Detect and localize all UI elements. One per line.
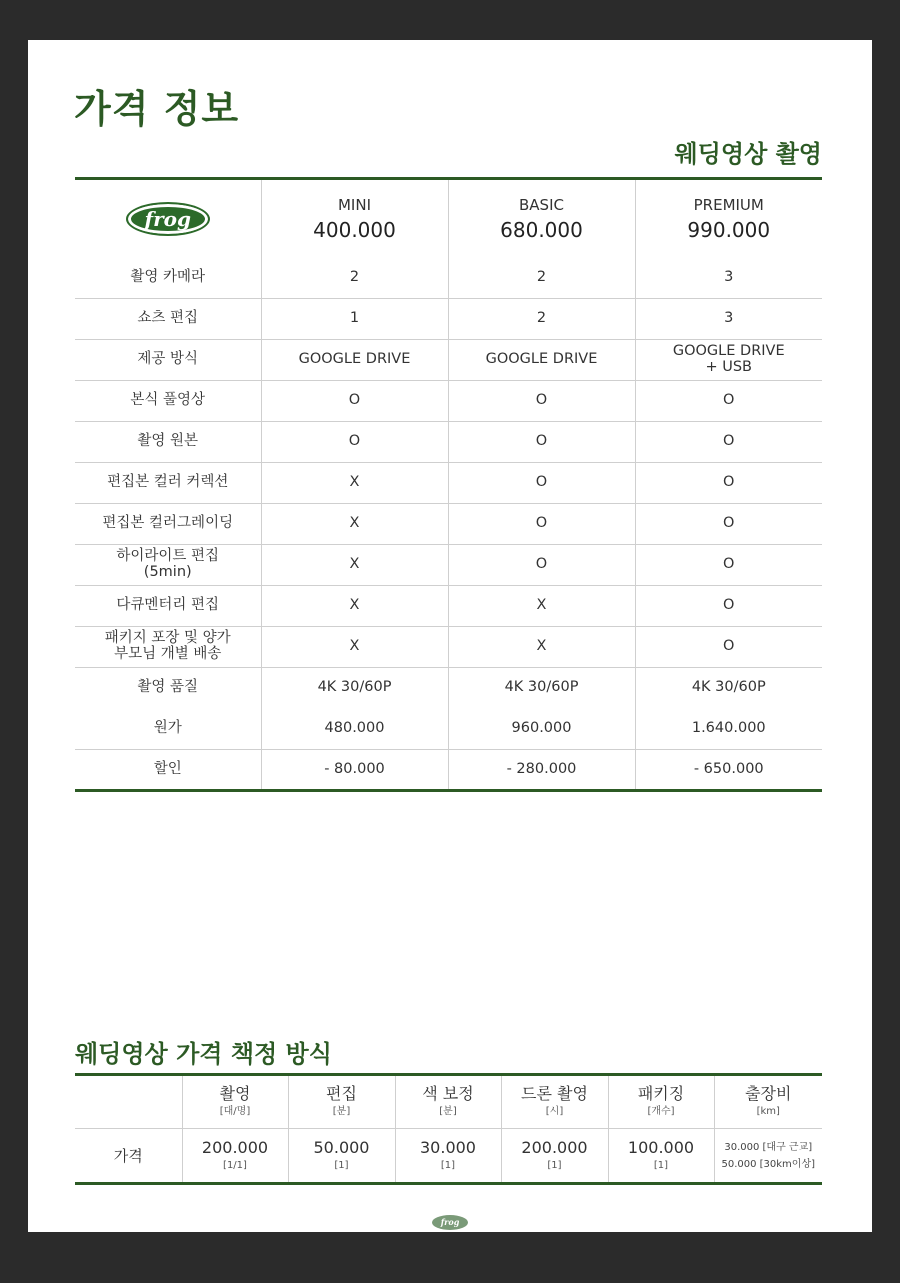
plan-name: MINI xyxy=(337,195,371,214)
feature-value: 2 xyxy=(261,258,448,299)
plan-name: PREMIUM xyxy=(693,195,764,214)
pricing-basis: [1] xyxy=(334,1159,349,1171)
pricing-value: 50.000 xyxy=(313,1137,370,1157)
pricing-item-name: 편집 xyxy=(326,1084,357,1103)
pricing-column-header xyxy=(395,1075,501,1129)
feature-value: O xyxy=(635,545,822,586)
feature-label: 하이라이트 편집 (5min) xyxy=(75,545,261,586)
summary-value: - 650.000 xyxy=(635,750,822,791)
plan-mini xyxy=(261,179,448,258)
pricing-method-table xyxy=(75,1073,822,1185)
feature-label: 패키지 포장 및 양가 부모님 개별 배송 xyxy=(75,627,261,668)
feature-row xyxy=(75,668,822,709)
plan-basic xyxy=(448,179,635,258)
plan-premium xyxy=(635,179,822,258)
feature-row xyxy=(75,627,822,668)
feature-value: O xyxy=(448,545,635,586)
feature-value: O xyxy=(448,422,635,463)
feature-row xyxy=(75,504,822,545)
feature-row xyxy=(75,586,822,627)
pricing-value-cell xyxy=(608,1129,714,1184)
feature-value: GOOGLE DRIVE xyxy=(261,340,448,381)
plan-price: 680.000 xyxy=(500,218,583,242)
pricing-column-header xyxy=(501,1075,608,1129)
feature-value: 3 xyxy=(635,258,822,299)
summary-value: 480.000 xyxy=(261,709,448,750)
feature-value: X xyxy=(261,463,448,504)
pricing-column-header xyxy=(288,1075,395,1129)
pricing-basis: [1] xyxy=(547,1159,562,1171)
feature-row xyxy=(75,299,822,340)
logo-cell xyxy=(75,179,261,258)
feature-label: 제공 방식 xyxy=(75,340,261,381)
feature-row xyxy=(75,258,822,299)
feature-value: O xyxy=(448,381,635,422)
pricing-value: 30.000 xyxy=(420,1137,476,1157)
pricing-item-name: 색 보정 xyxy=(422,1084,474,1103)
feature-value: O xyxy=(261,422,448,463)
feature-value: 3 xyxy=(635,299,822,340)
feature-value: O xyxy=(635,586,822,627)
pricing-column-header xyxy=(714,1075,822,1129)
feature-label: 촬영 원본 xyxy=(75,422,261,463)
pricing-basis: [1] xyxy=(440,1159,456,1171)
pricing-header-row xyxy=(75,1075,822,1129)
feature-value: O xyxy=(448,504,635,545)
pricing-value-row xyxy=(75,1129,822,1184)
feature-value: X xyxy=(448,586,635,627)
plan-header-row xyxy=(75,179,822,258)
plan-comparison-table xyxy=(75,177,822,792)
feature-row xyxy=(75,545,822,586)
empty-header-cell xyxy=(75,1075,182,1129)
pricing-item-unit: [분] xyxy=(332,1106,351,1117)
feature-value: O xyxy=(635,463,822,504)
pricing-value-line: 30.000 [대구 근교] xyxy=(724,1141,813,1153)
feature-label: 촬영 품질 xyxy=(75,668,261,709)
pricing-value: 200.000 xyxy=(201,1137,269,1157)
feature-value: 2 xyxy=(448,258,635,299)
pricing-value-cell xyxy=(395,1129,501,1184)
pricing-item-name: 패키징 xyxy=(637,1084,685,1103)
pricing-basis: [1/1] xyxy=(223,1159,247,1171)
feature-row xyxy=(75,340,822,381)
footer-frog-logo: frog xyxy=(432,1215,468,1230)
feature-value: X xyxy=(448,627,635,668)
price-sheet xyxy=(28,40,872,1232)
pricing-item-unit: [분] xyxy=(439,1106,457,1117)
pricing-item-unit: [시] xyxy=(545,1106,564,1117)
feature-value: 2 xyxy=(448,299,635,340)
pricing-item-name: 출장비 xyxy=(745,1084,792,1103)
summary-value: 1.640.000 xyxy=(635,709,822,750)
feature-value: O xyxy=(635,381,822,422)
feature-label: 편집본 컬러 커렉션 xyxy=(75,463,261,504)
pricing-method-title: 웨딩영상 가격 책정 방식 xyxy=(75,1040,332,1068)
feature-value: O xyxy=(261,381,448,422)
feature-label: 쇼츠 편집 xyxy=(75,299,261,340)
pricing-column-header xyxy=(182,1075,288,1129)
pricing-value: 200.000 xyxy=(521,1137,588,1157)
frog-logo: frog xyxy=(126,202,210,236)
feature-row xyxy=(75,463,822,504)
pricing-item-unit: [개수] xyxy=(647,1106,675,1117)
summary-value: - 280.000 xyxy=(448,750,635,791)
summary-label: 할인 xyxy=(75,750,261,791)
pricing-value-line: 50.000 [30km이상] xyxy=(721,1158,816,1170)
feature-value: 4K 30/60P xyxy=(448,668,635,709)
section-subtitle: 웨딩영상 촬영 xyxy=(674,140,822,168)
summary-label: 원가 xyxy=(75,709,261,750)
feature-label: 본식 풀영상 xyxy=(75,381,261,422)
feature-value: GOOGLE DRIVE + USB xyxy=(635,340,822,381)
feature-value: 4K 30/60P xyxy=(261,668,448,709)
feature-value: X xyxy=(261,586,448,627)
pricing-item-name: 드론 촬영 xyxy=(521,1084,588,1103)
plan-price: 400.000 xyxy=(313,218,396,242)
feature-value: 1 xyxy=(261,299,448,340)
feature-value: O xyxy=(635,504,822,545)
feature-value: X xyxy=(261,545,448,586)
feature-label: 편집본 컬러그레이딩 xyxy=(75,504,261,545)
feature-value: 4K 30/60P xyxy=(635,668,822,709)
pricing-row-label: 가격 xyxy=(75,1129,182,1184)
pricing-basis: [1] xyxy=(653,1159,669,1171)
feature-value: O xyxy=(448,463,635,504)
summary-value: - 80.000 xyxy=(261,750,448,791)
pricing-item-unit: [대/명] xyxy=(219,1106,251,1117)
pricing-value-cell xyxy=(288,1129,395,1184)
summary-value: 960.000 xyxy=(448,709,635,750)
feature-value: X xyxy=(261,627,448,668)
feature-label: 다큐멘터리 편집 xyxy=(75,586,261,627)
feature-row xyxy=(75,381,822,422)
pricing-item-unit: [km] xyxy=(756,1106,780,1117)
feature-value: O xyxy=(635,422,822,463)
pricing-value-cell xyxy=(501,1129,608,1184)
feature-value: GOOGLE DRIVE xyxy=(448,340,635,381)
plan-name: BASIC xyxy=(519,195,564,214)
pricing-value-cell xyxy=(182,1129,288,1184)
summary-row xyxy=(75,750,822,791)
page-title: 가격 정보 xyxy=(74,87,240,131)
feature-value: X xyxy=(261,504,448,545)
feature-label: 촬영 카메라 xyxy=(75,258,261,299)
plan-price: 990.000 xyxy=(687,218,771,242)
pricing-item-name: 촬영 xyxy=(219,1084,251,1103)
pricing-column-header xyxy=(608,1075,714,1129)
feature-row xyxy=(75,422,822,463)
summary-row xyxy=(75,709,822,750)
pricing-value-cell xyxy=(714,1129,822,1184)
pricing-value: 100.000 xyxy=(627,1137,695,1157)
feature-value: O xyxy=(635,627,822,668)
